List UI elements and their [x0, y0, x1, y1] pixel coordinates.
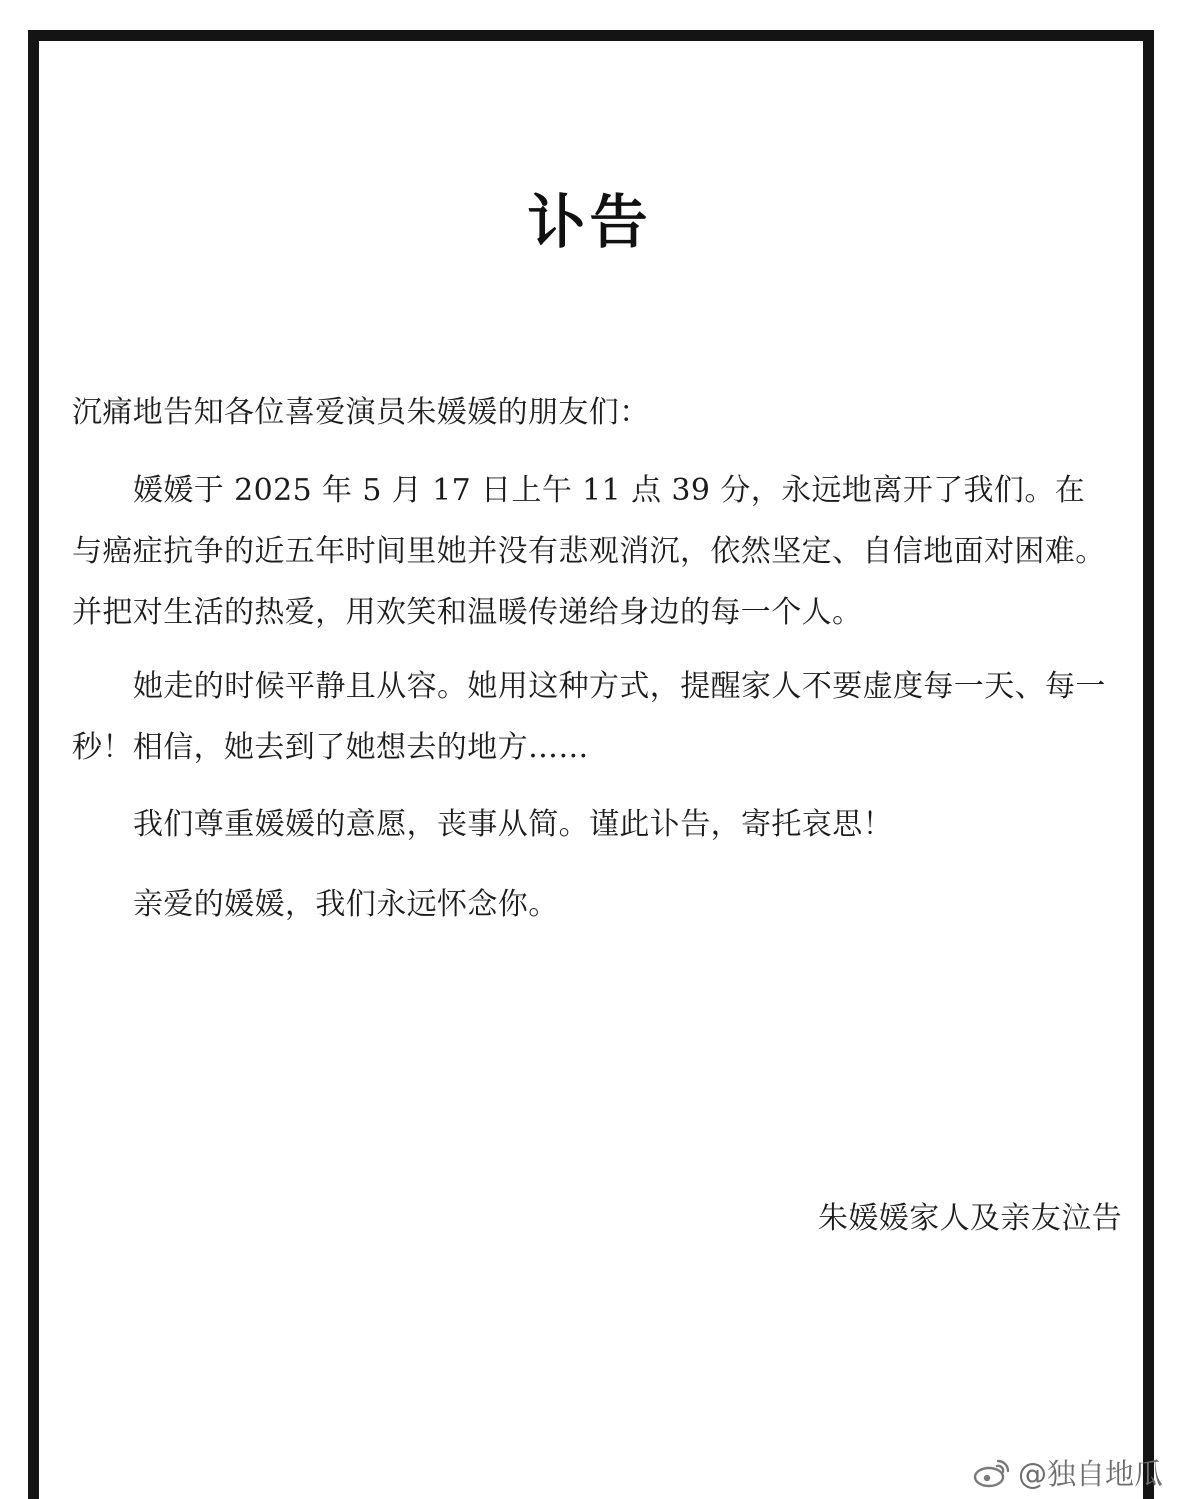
notice-paragraph-4: 亲爱的媛媛，我们永远怀念你。 [133, 887, 559, 922]
notice-paragraph-3: 我们尊重媛媛的意愿，丧事从简。谨此讣告，寄托哀思！ [133, 807, 893, 842]
notice-salutation: 沉痛地告知各位喜爱演员朱媛媛的朋友们： [72, 395, 650, 430]
watermark-text: @独自地瓜 [1017, 1456, 1163, 1491]
watermark [972, 1452, 1163, 1492]
notice-title: 讣告 [527, 188, 652, 256]
notice-paragraph-2: 她走的时候平静且从容。她用这种方式，提醒家人不要虚度每一天、每一秒！相信，她去到了她想去的地方…… [72, 669, 1106, 765]
notice-signature: 朱媛媛家人及亲友泣告 [818, 1201, 1122, 1236]
notice-paragraph-1: 媛媛于 2025 年 5 月 17 日上午 11 点 39 分，永远地离开了我们。在与癌症抗争的近五年时间里她并没有悲观消沉，依然坚定、自信地面对困难。并把对生活的热爱，用欢笑和温暖传递给身边的每一个人。 [72, 473, 1106, 630]
weibo-icon [972, 1455, 1012, 1489]
